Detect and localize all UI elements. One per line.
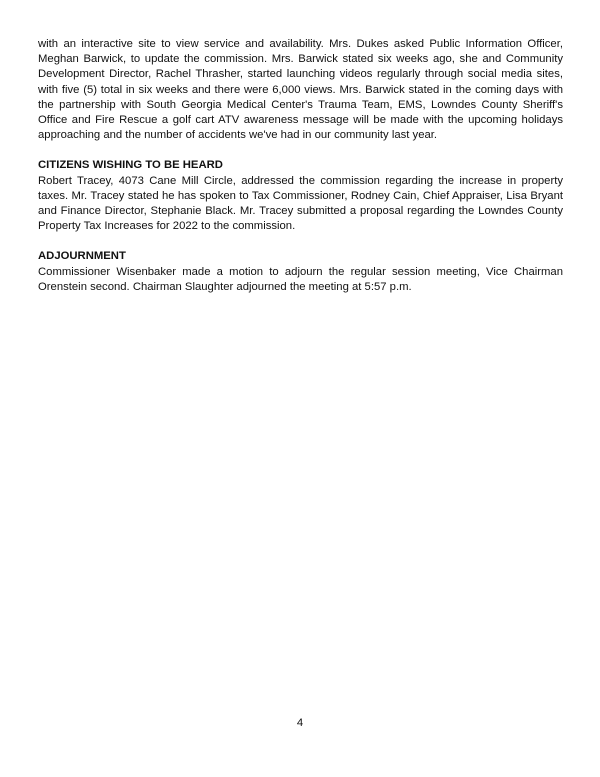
spacer [38,234,563,249]
intro-paragraph: with an interactive site to view service and availability. Mrs. Dukes asked Public Information Officer, Meghan Barwick, to update the commission. Mrs. Barwick stated six weeks ago, she and Community Development Director, Rachel Thrasher, started launching videos regularly through social media sites, with five (5) total in six weeks and there were 6,000 views. Mrs. Barwick stated in the coming days with the partnership with South Georgia Medical Center's Trauma Team, EMS, Lowndes County Sheriff's Office and Fire Rescue a golf cart ATV awareness message will be made with the upcoming holidays approaching and the number of accidents we've had in our community last year. [38,38,563,142]
document-page [38,37,563,295]
section-heading-citizens: CITIZENS WISHING TO BE HEARD [38,159,223,172]
section-body-citizens: Robert Tracey, 4073 Cane Mill Circle, addressed the commission regarding the increase in property taxes. Mr. Tracey stated he has spoken to Tax Commissioner, Rodney Cain, Chief Appraiser, Lisa Bryant and Finance Director, Stephanie Black. Mr. Tracey submitted a proposal regarding the Lowndes County Property Tax Increases for 2022 to the commission. [38,174,563,233]
spacer [38,143,563,158]
page-number: 4 [296,717,304,729]
section-heading-adjournment: ADJOURNMENT [38,250,126,263]
section-body-adjournment: Commissioner Wisenbaker made a motion to adjourn the regular session meeting, Vice Chairman Orenstein second. Chairman Slaughter adjourned the meeting at 5:57 p.m. [38,265,563,293]
